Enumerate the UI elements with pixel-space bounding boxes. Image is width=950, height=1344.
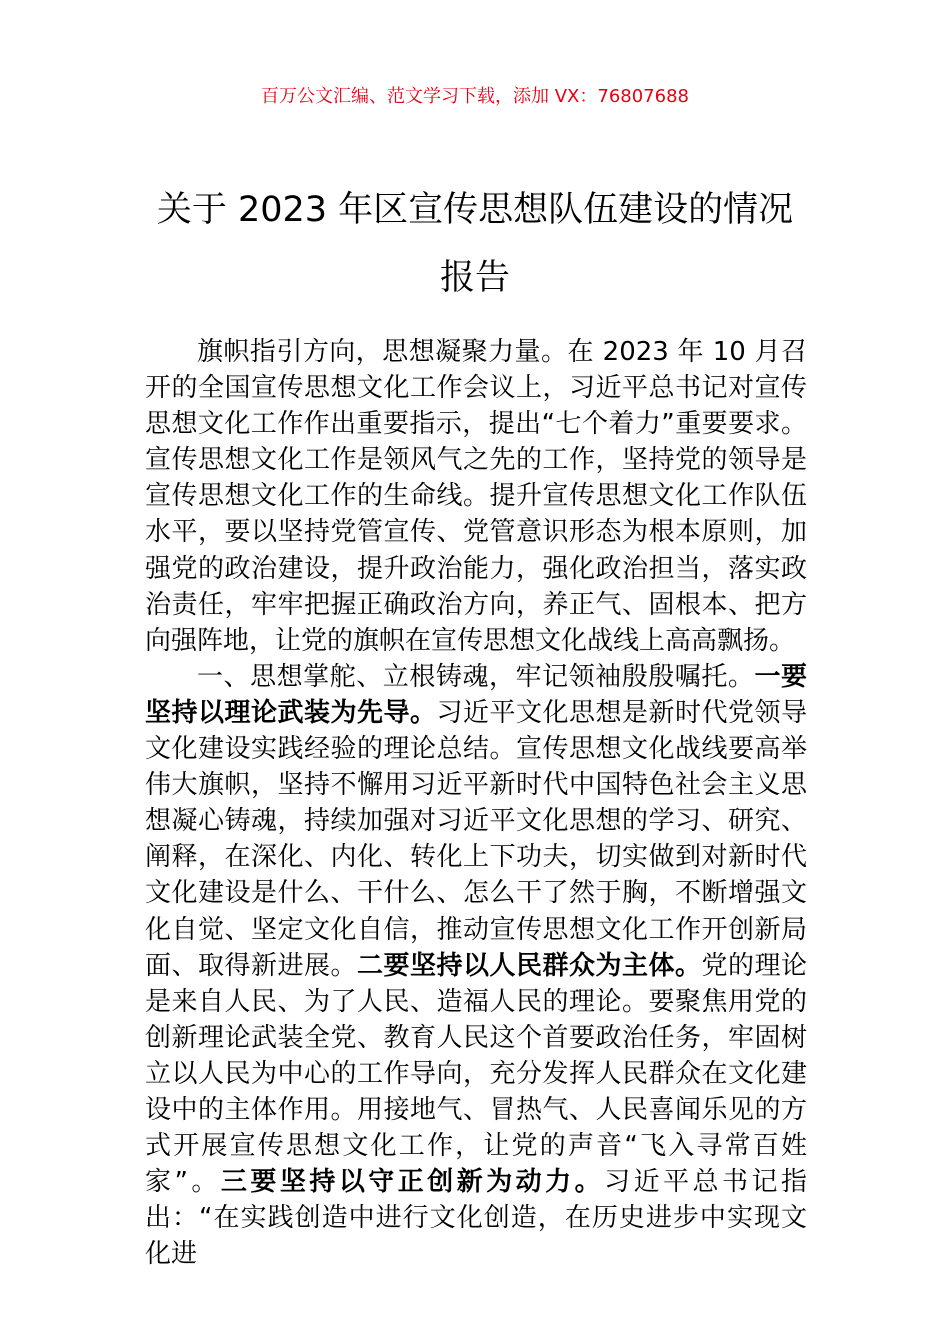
point-two-heading: 二要坚持以人民群众为主体。 bbox=[357, 950, 702, 981]
page-title: 关于 2023 年区宣传思想队伍建设的情况报告 bbox=[156, 190, 794, 298]
point-three-heading: 三要坚持以守正创新为动力。 bbox=[220, 1167, 605, 1198]
intro-paragraph: 旗帜指引方向，思想凝聚力量。在 2023 年 10 月召开的全国宣传思想文化工作会议上，习近平总书记对宣传思想文化工作作出重要指示，提出“七个着力”重要要求。宣传思想文化工作是领风气之先的工作，坚持党的领导是宣传思想文化工作的生命线。提升宣传思想文化工作队伍水平，要以坚持党管宣传、党管意识形态为根本原则，加强党的政治建设，提升政治能力，强化政治担当，落实政治责任，牢牢把握正确政治方向，养正气、固根本、把方向强阵地，让党的旗帜在宣传思想文化战线上高高飘扬。 bbox=[145, 337, 807, 656]
point-three-text: 习近平总书记指出：“在实践创造中进行文化创造，在历史进步中实现文化进 bbox=[145, 1167, 807, 1270]
point-one-text: 习近平文化思想是新时代党领导文化建设实践经验的理论总结。宣传思想文化战线要高举伟大旗帜，坚持不懈用习近平新时代中国特色社会主义思想凝心铸魂，持续加强对习近平文化思想的学习、研究、阐释，在深化、内化、转化上下功夫，切实做到对新时代文化建设是什么、干什么、怎么干了然于胸，不断增强文化自觉、坚定文化自信，推动宣传思想文化工作开创新局面、取得新进展。 bbox=[145, 697, 807, 981]
section-one-heading: 一、思想掌舵、立根铸魂，牢记领袖殷殷嘱托。 bbox=[197, 661, 755, 692]
point-one-heading: 一要坚持以理论武装为先导。 bbox=[145, 661, 807, 728]
header-note: 百万公文汇编、范文学习下载，添加 VX：76807688 bbox=[261, 86, 689, 107]
point-two-text: 党的理论是来自人民、为了人民、造福人民的理论。要聚焦用党的创新理论武装全党、教育人民这个首要政治任务，牢固树立以人民为中心的工作导向，充分发挥人民群众在文化建设中的主体作用。用接地气、冒热气、人民喜闻乐见的方式开展宣传思想文化工作，让党的声音“飞入寻常百姓家”。 bbox=[145, 950, 807, 1198]
document-body bbox=[145, 334, 807, 1272]
section-one-paragraph bbox=[145, 659, 807, 1273]
